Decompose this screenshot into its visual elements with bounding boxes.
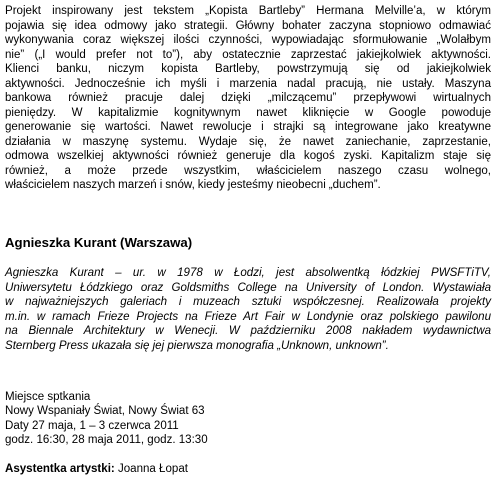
bio-line: Agnieszka Kurant – ur. w 1978 w Łodzi, jest absolwentką łódzkiej PWSFTiTV, <box>5 267 491 279</box>
intro-line: odmowa wszelkiej aktywności również generuje dla kogoś zyski. Kapitalizm staje się <box>5 150 491 162</box>
event-venue-label: Miejsce sptkania <box>5 391 91 403</box>
intro-line: pieniędzy. W kapitalizmie kognitywnym nawet kliknięcie w Google powoduje <box>5 106 491 119</box>
event-venue: Nowy Wspaniały Świat, Nowy Świat 63 <box>5 405 205 418</box>
intro-line: działania w maszynę systemu. Wydaje się, że nawet zaniechanie, zaprzestanie, <box>5 135 491 148</box>
assistant-label: Asystentka artystki: <box>5 463 115 475</box>
intro-paragraph <box>5 4 491 193</box>
intro-line: Projekt inspirowany jest tekstem „Kopista Bartleby” Hermana Melville’a, w którym <box>5 5 491 17</box>
intro-line: generowanie się wartości. Nawet rewolucje i strajki są integrowane jako kreatywne <box>5 121 491 133</box>
document-page <box>5 4 491 475</box>
assistant-credit <box>5 463 188 475</box>
intro-line: pojawia się idea odmowy jako strategii. Główny bohater zaczyna stopniowo odmawiać <box>5 19 491 32</box>
intro-line: wykonywania coraz większej ilości czynności, wypowiadając sformułowanie „Wolałbym <box>5 34 491 46</box>
assistant-name: Joanna Łopat <box>117 463 188 475</box>
bio-line: Uniwersytetu Łódzkiego oraz Goldsmiths College na University of London. Wystawiała <box>5 281 491 294</box>
intro-line: również, a może przede wszystkim, właścicielem naszego czasu wolnego, <box>5 164 491 177</box>
event-times: godz. 16:30, 28 maja 2011, godz. 13:30 <box>5 433 208 446</box>
event-dates: Daty 27 maja, 1 – 3 czerwca 2011 <box>5 419 179 432</box>
intro-line: właścicielem naszych marzeń i snów, kiedy jesteśmy nieobecni „duchem”. <box>5 179 381 191</box>
intro-line: nie” („I would prefer not to”), aby ostatecznie zaprzestać jakiejkolwiek aktywności. <box>5 48 491 61</box>
bio-line: na Biennale Architektury w Wenecji. W październiku 2008 nakładem wydawnictwa <box>5 325 491 337</box>
event-info <box>5 390 208 447</box>
bio-line: Sternberg Press ukazała się jej pierwsza monografia „Unknown, unknown”. <box>5 339 389 352</box>
intro-line: Klienci banku, niczym kopista Bartleby, powstrzymują się od jakiejkolwiek <box>5 63 491 75</box>
artist-heading: Agnieszka Kurant (Warszawa) <box>5 235 193 250</box>
artist-bio <box>5 266 491 353</box>
bio-line: w najważniejszych galeriach i muzeach sztuki współczesnej. Realizowała projekty <box>5 296 491 308</box>
intro-line: aktywności. Jednocześnie ich myśli i marzenia nadal pracują, nie ustały. Maszyna <box>5 77 491 90</box>
bio-line: m.in. w ramach Frieze Projects na Frieze Art Fair w Londynie oraz polskiego pawilonu <box>5 310 491 323</box>
intro-line: bankowa również pracuje dalej dzięki „milczącemu” przepływowi wirtualnych <box>5 92 491 104</box>
